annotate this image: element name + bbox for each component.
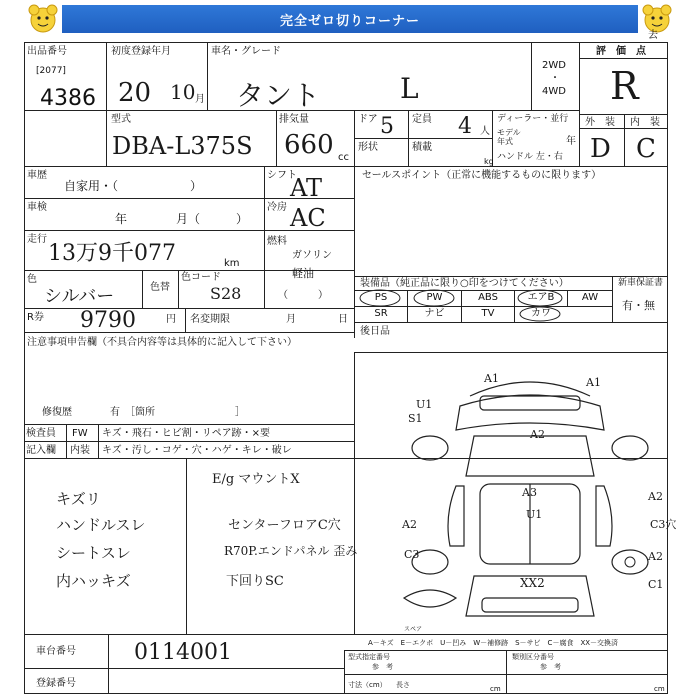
mark-u1-roof: U1 bbox=[526, 508, 543, 521]
inspection-month: 月（ ） bbox=[176, 212, 249, 226]
checker-label-2: 記入欄 bbox=[26, 445, 56, 456]
first-reg-month: 月 bbox=[195, 94, 205, 105]
note-left-4: 内ハッキズ bbox=[56, 572, 131, 590]
recycle-label: R券 bbox=[27, 312, 44, 323]
name-exp-month: 月 bbox=[286, 314, 296, 325]
mark-a2-left: A2 bbox=[402, 518, 417, 531]
mark-xx2: XX2 bbox=[520, 576, 545, 590]
banner-title: 完全ゼロ切りコーナー bbox=[279, 13, 420, 29]
color-value: シルバー bbox=[44, 286, 115, 307]
mark-a2-right-rear: A2 bbox=[648, 550, 663, 563]
equip-abs: ABS bbox=[478, 292, 498, 303]
notes-label: 注意事項申告欄（不具合内容等は具体的に記入して下さい） bbox=[27, 337, 297, 348]
size-label: 寸法（cm） bbox=[348, 681, 387, 689]
color-code: S28 bbox=[210, 284, 242, 303]
type-number-ref: 参 考 bbox=[372, 663, 393, 671]
class-number-ref: 参 考 bbox=[540, 663, 561, 671]
equip-tv: TV bbox=[481, 308, 495, 319]
repair-value: 有 ［箇所 ］ bbox=[110, 407, 245, 418]
type-number-label: 型式指定番号 bbox=[348, 653, 390, 661]
note-left-2: ハンドルスレ bbox=[56, 516, 146, 534]
fuel-label: 燃料 bbox=[267, 236, 287, 247]
cc-label: 排気量 bbox=[279, 114, 309, 125]
warranty-label: 新車保証書 bbox=[618, 278, 664, 288]
mileage-unit: km bbox=[224, 258, 240, 269]
history-label: 車歴 bbox=[27, 170, 47, 181]
name-grade-label: 車名・グレード bbox=[211, 46, 281, 57]
drive-dot: ・ bbox=[550, 73, 560, 84]
model-code: DBA-L375S bbox=[112, 132, 253, 160]
fuel-diesel: 軽油 bbox=[292, 267, 314, 280]
grade-int: C bbox=[636, 134, 656, 164]
cc-value: 660 bbox=[284, 130, 334, 160]
page-banner bbox=[62, 5, 638, 33]
sales-label: セールスポイント（正常に機能するものに限ります） bbox=[362, 170, 602, 181]
cm-unit-1: cm bbox=[490, 685, 501, 693]
mileage-value: 13万9千077 bbox=[48, 241, 176, 266]
equip-ps: PS bbox=[374, 292, 388, 303]
grade-ext: D bbox=[590, 134, 611, 164]
chassis-label: 車台番号 bbox=[36, 646, 76, 657]
ac-value: AC bbox=[290, 204, 326, 232]
note-right-1: E/g マウントX bbox=[212, 472, 300, 487]
registration-label: 登録番号 bbox=[36, 678, 76, 689]
mascot-left-icon bbox=[26, 2, 60, 36]
grade-label: 評 価 点 bbox=[596, 46, 646, 57]
car-grade: L bbox=[400, 72, 419, 105]
fuel-gas: ガソリン bbox=[292, 250, 332, 261]
note-right-4: 下回りSC bbox=[226, 574, 284, 589]
mark-s1-front: S1 bbox=[408, 412, 423, 425]
door-label: ドア bbox=[358, 114, 378, 125]
recycle-unit: 円 bbox=[166, 314, 176, 325]
first-reg-label: 初度登録年月 bbox=[111, 46, 171, 57]
mark-c1: C1 bbox=[648, 578, 664, 591]
damage-legend: A－キズ E－エクボ U－凹み W－補修跡 S－サビ C－腐食 XX－交換済 bbox=[368, 639, 619, 647]
shift-label: シフト bbox=[267, 170, 297, 181]
equip-leather: カワ bbox=[531, 308, 551, 319]
ac-label: 冷房 bbox=[267, 202, 287, 213]
warranty-value: 有・無 bbox=[622, 299, 655, 312]
recycle-value: 9790 bbox=[80, 308, 136, 333]
first-reg-year-suffix: 10 bbox=[170, 80, 196, 104]
equip-airbag: エアB bbox=[527, 292, 555, 303]
checker-label-1: 検査員 bbox=[26, 428, 56, 439]
shape-label: 形状 bbox=[358, 142, 378, 153]
shift-value: AT bbox=[290, 174, 323, 202]
equip-aw: AW bbox=[581, 292, 599, 303]
cc-unit: cc bbox=[338, 152, 349, 163]
note-right-3: R70P.エンドパネル 歪み bbox=[224, 544, 358, 558]
cm-unit-2: cm bbox=[654, 685, 665, 693]
year-label: 年 bbox=[566, 136, 576, 147]
note-right-2: センターフロアC穴 bbox=[228, 518, 341, 533]
drive-4wd: 4WD bbox=[542, 86, 566, 97]
lot-label: 出品番号 bbox=[27, 46, 67, 57]
repair-label: 修復歴 bbox=[42, 407, 72, 418]
history-value: 自家用・（ ） bbox=[64, 179, 203, 193]
grade-score: R bbox=[610, 64, 639, 108]
model-label: 型式 bbox=[111, 114, 131, 125]
load-label: 積載 bbox=[412, 142, 432, 153]
color-code-label: 色コード bbox=[181, 272, 221, 283]
door-count: 5 bbox=[380, 114, 394, 139]
equip-pw: PW bbox=[426, 292, 443, 303]
car-name: タント bbox=[236, 79, 321, 112]
kg-unit: kg bbox=[484, 157, 494, 166]
name-exp-day: 日 bbox=[338, 314, 348, 325]
handle-label: ハンドル 左・右 bbox=[497, 152, 563, 162]
mark-a3-roof: A3 bbox=[522, 486, 537, 499]
color-label: 色 bbox=[27, 274, 37, 285]
mileage-label: 走行 bbox=[27, 234, 47, 245]
mark-a2-hood: A2 bbox=[530, 428, 545, 441]
lot-code: [2077] bbox=[36, 66, 66, 76]
drive-2wd: 2WD bbox=[542, 60, 566, 71]
inspection-year: 年 bbox=[115, 212, 128, 226]
cap-label: 定員 bbox=[412, 114, 432, 125]
checker-row1: キズ・飛石・ヒビ割・リペア跡・×要 bbox=[102, 428, 270, 439]
checker-row1-head: FW bbox=[72, 428, 88, 439]
note-left-1: キズリ bbox=[56, 490, 101, 508]
dealer-label: ディーラー・並行 bbox=[497, 114, 569, 124]
equipment-circles bbox=[354, 286, 614, 326]
mark-u1-front: U1 bbox=[416, 398, 433, 411]
grade-ext-label: 外 装 bbox=[585, 117, 615, 128]
name-exp-label: 名変期限 bbox=[190, 314, 230, 325]
spare-label: スペア bbox=[404, 626, 423, 633]
mark-c3-left: C3 bbox=[404, 548, 420, 561]
seat-label: 後日品 bbox=[360, 326, 390, 337]
fuel-paren: （ ） bbox=[278, 290, 328, 301]
capacity: 4 bbox=[458, 114, 472, 139]
checker-row2: キズ・汚し・コゲ・穴・ハゲ・キレ・破レ bbox=[102, 445, 292, 456]
grade-int-label: 内 装 bbox=[630, 117, 660, 128]
mark-a1-left: A1 bbox=[484, 372, 499, 385]
mark-a2-right-door: A2 bbox=[648, 490, 663, 503]
chassis-value: 0114001 bbox=[134, 640, 232, 665]
cap-unit: 人 bbox=[480, 126, 490, 137]
class-number-label: 類別区分番号 bbox=[512, 653, 554, 661]
first-reg-year: 20 bbox=[118, 78, 152, 108]
mark-c3-hole: C3穴 bbox=[650, 518, 677, 531]
top-right-note: 去 bbox=[648, 30, 658, 41]
checker-row2-head: 内装 bbox=[70, 445, 90, 456]
note-left-3: シートスレ bbox=[56, 544, 131, 562]
equipment-label: 装備品（純正品に限り○印をつけてください） bbox=[360, 278, 569, 289]
length-label: 長さ bbox=[396, 681, 410, 689]
color-change-label: 色替 bbox=[150, 282, 170, 293]
equip-sr: SR bbox=[374, 308, 388, 319]
equip-navi: ナビ bbox=[424, 308, 445, 319]
inspection-label: 車検 bbox=[27, 202, 47, 213]
model-year-label: モデル年式 bbox=[497, 128, 521, 146]
mark-a1-right: A1 bbox=[586, 376, 601, 389]
lot-number: 4386 bbox=[40, 86, 96, 111]
